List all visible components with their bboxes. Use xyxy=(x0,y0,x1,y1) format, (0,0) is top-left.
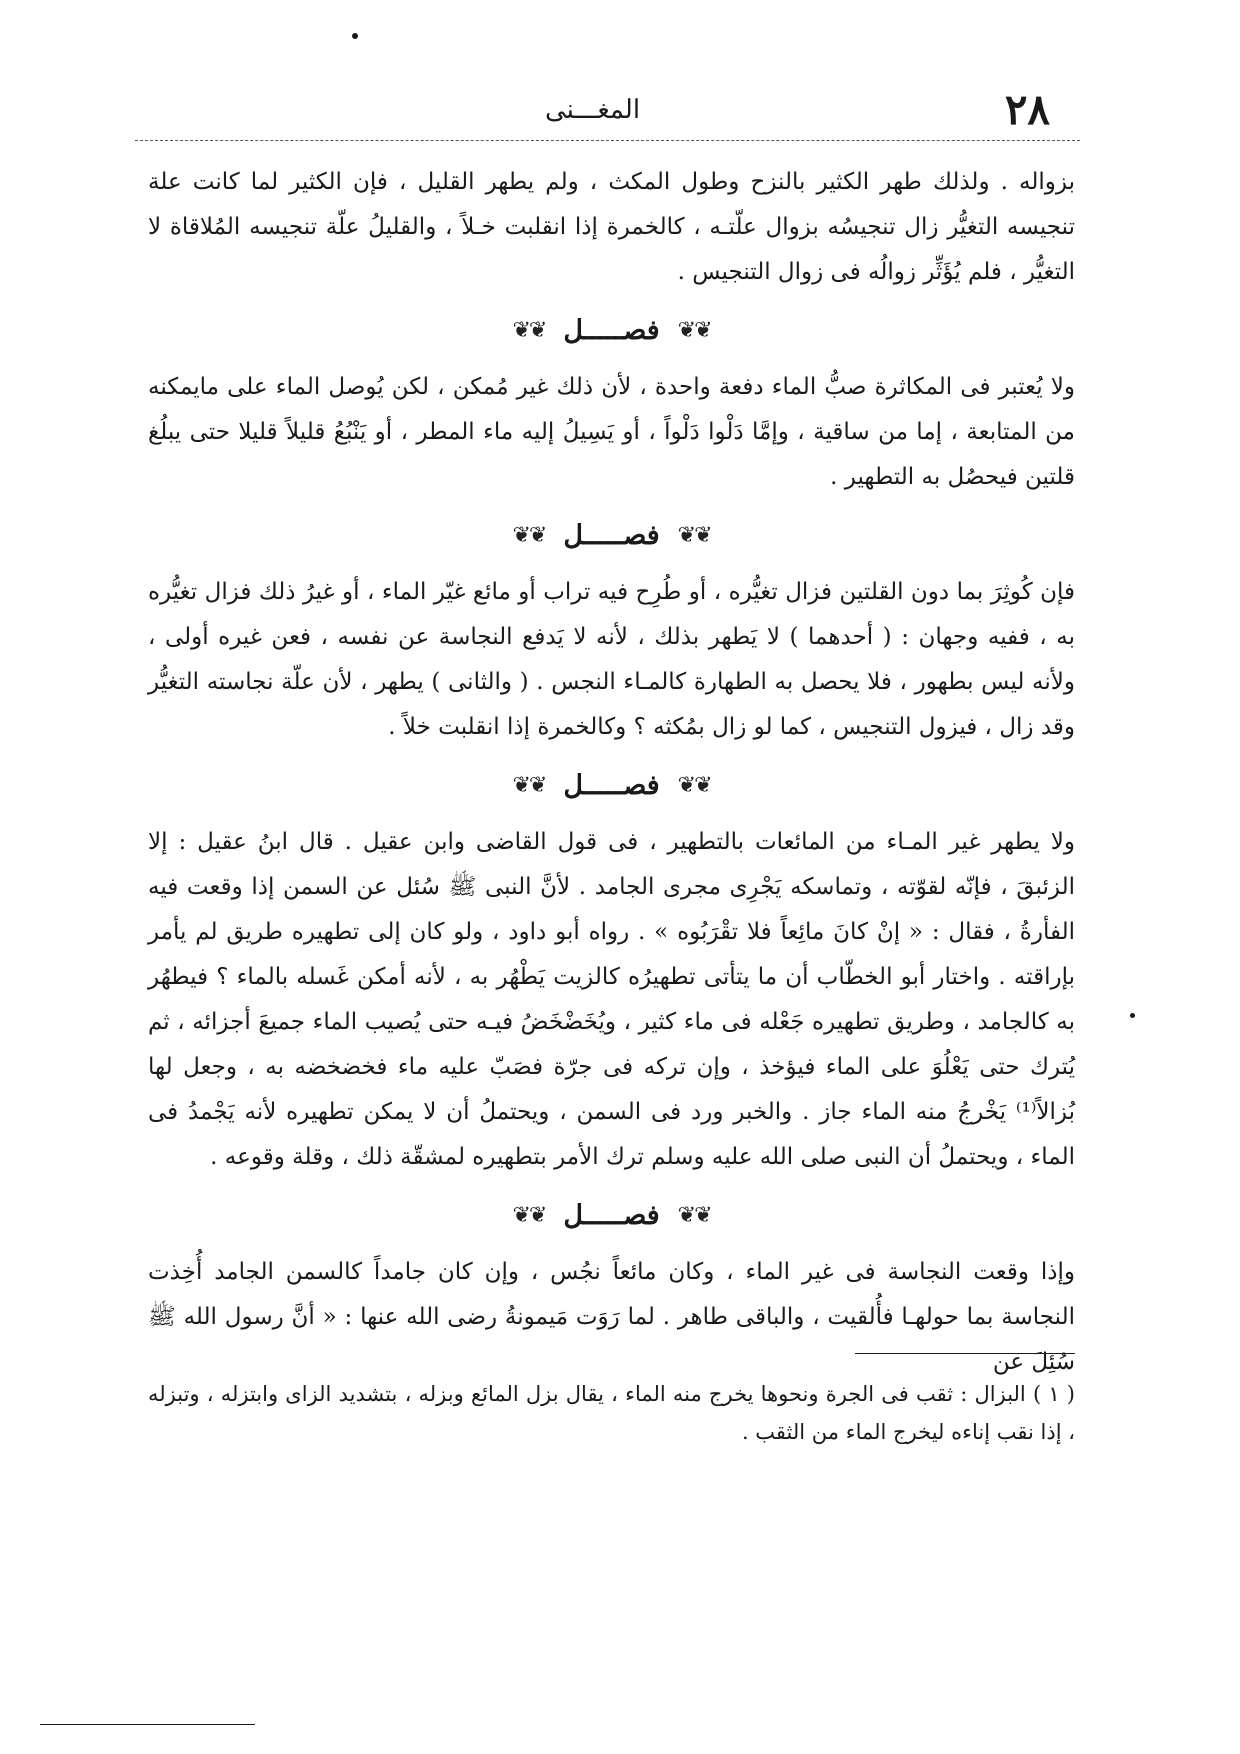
ornament-icon: ❦❦ xyxy=(677,317,711,343)
section-heading xyxy=(148,750,1075,820)
section-heading xyxy=(148,295,1075,365)
paragraph: ولا يطهر غير المـاء من المائعات بالتطهير ، فى قول القاضى وابن عقيل . قال ابنُ عقيل : إلا الزئبقَ ، فإنّه لقوّته ، وتماسكه يَجْرِى مجرى الجامد . لأنَّ النبى ﷺ سُئل عن السمن إذا وقعت فيه الفأرةُ ، فقال : « إنْ كانَ مائِعاً فلا تقْرَبُوه » . رواه أبو داود ، ولو كان إلى تطهيره طريق لم يأمر بإراقته . واختار أبو الخطّاب أن ما يتأتى تطهيرُه كالزيت يَطْهُر به ، لأنه أمكن غَسله بالماء ؟ فيطهُر به كالجامد ، وطريق تطهيره جَعْله فى ماء كثير ، ويُخَضْخَضُ فيـه حتى يُصيب الماء جميعَ أجزائه ، ثم يُترك حتى يَعْلُوَ على الماء فيؤخذ ، وإن تركه فى جرّة فصَبّ عليه ماء فخضخضه به ، وجعل لها بُزالاً⁽¹⁾ يَخْرجُ منه الماء جاز . والخبر ورد فى السمن ، ويحتملُ أن لا يمكن تطهيره لأنه يَجْمدُ فى الماء ، ويحتملُ أن النبى صلى الله عليه وسلم ترك الأمر بتطهيره لمشقّة ذلك ، وقلة وقوعه . xyxy=(148,829,1076,1170)
bottom-rule xyxy=(40,1724,255,1725)
main-text xyxy=(148,160,1075,1385)
paragraph: وإذا وقعت النجاسة فى غير الماء ، وكان مائعاً نجُس ، وإن كان جامداً كالسمن الجامد أُخِذت النجاسة بما حولهـا فأُلقيت ، والباقى طاهر . لما رَوَت مَيمونةُ رضى الله عنها : « أنَّ رسول الله ﷺ سُئِلَ عن xyxy=(148,1259,1075,1375)
paragraph: بزواله . ولذلك طهر الكثير بالنزح وطول المكث ، ولم يطهر القليل ، فإن الكثير لما كانت علة تنجيسه التغيُّر زال تنجيسُه بزوال علّتـه ، كالخمرة إذا انقلبت خـلاً ، والقليلُ علّة تنجيسه المُلاقاة لا التغيُّر ، فلم يُؤَثِّر زوالُه فى زوال التنجيس . xyxy=(148,169,1075,285)
section-heading-text: فصـــــل xyxy=(563,314,660,346)
section-heading xyxy=(148,500,1075,570)
header-divider xyxy=(135,140,1080,141)
ornament-icon: ❦❦ xyxy=(677,1202,711,1228)
ornament-icon: ❦❦ xyxy=(677,772,711,798)
paragraph: فإن كُوثِرَ بما دون القلتين فزال تغيُّره ، أو طُرِح فيه تراب أو مائع غيّر الماء ، أو غيرُ ذلك فزال تغيُّره به ، ففيه وجهان : ( أحدهما ) لا يَطهر بذلك ، لأنه لا يَدفع النجاسة عن نفسه ، فعن غيره أولى ، ولأنه ليس بطهور ، فلا يحصل به الطهارة كالمـاء النجس . ( والثانى ) يطهر ، لأن علّة نجاسته التغيُّر وقد زال ، فيزول التنجيس ، كما لو زال بمُكثه ؟ وكالخمرة إذا انقلبت خلاً . xyxy=(148,579,1075,740)
footnote-divider xyxy=(855,1353,1075,1354)
running-title: المغـــنى xyxy=(544,95,641,125)
paragraph: ولا يُعتبر فى المكاثرة صبُّ الماء دفعة واحدة ، لأن ذلك غير مُمكن ، لكن يُوصل الماء على مايمكنه من المتابعة ، إما من ساقية ، وإمَّا دَلْوا دَلْواً ، أو يَسِيلُ إليه ماء المطر ، أو يَنْبُعُ قليلاً قليلا حتى يبلُغ قلتين فيحصُل به التطهير . xyxy=(148,374,1075,490)
footnote: ( ١ ) البزال : ثقب فى الجرة ونحوها يخرج منه الماء ، يقال بزل المائع وبزله ، بتشديد الزاى وابتزله ، وتبزله ، إذا نقب إناءه ليخرج الماء من الثقب . xyxy=(148,1382,1076,1444)
ornament-icon: ❦❦ xyxy=(512,522,546,548)
ink-dot xyxy=(1130,1013,1135,1018)
ink-dot xyxy=(352,33,358,39)
page-number: ٢٨ xyxy=(1004,85,1050,134)
ornament-icon: ❦❦ xyxy=(512,1202,546,1228)
section-heading-text: فصـــــل xyxy=(563,519,660,551)
ornament-icon: ❦❦ xyxy=(512,317,546,343)
section-heading-text: فصـــــل xyxy=(563,1199,660,1231)
page-header xyxy=(135,85,1050,140)
ornament-icon: ❦❦ xyxy=(677,522,711,548)
section-heading xyxy=(148,1180,1075,1250)
section-heading-text: فصـــــل xyxy=(563,769,660,801)
ornament-icon: ❦❦ xyxy=(512,772,546,798)
